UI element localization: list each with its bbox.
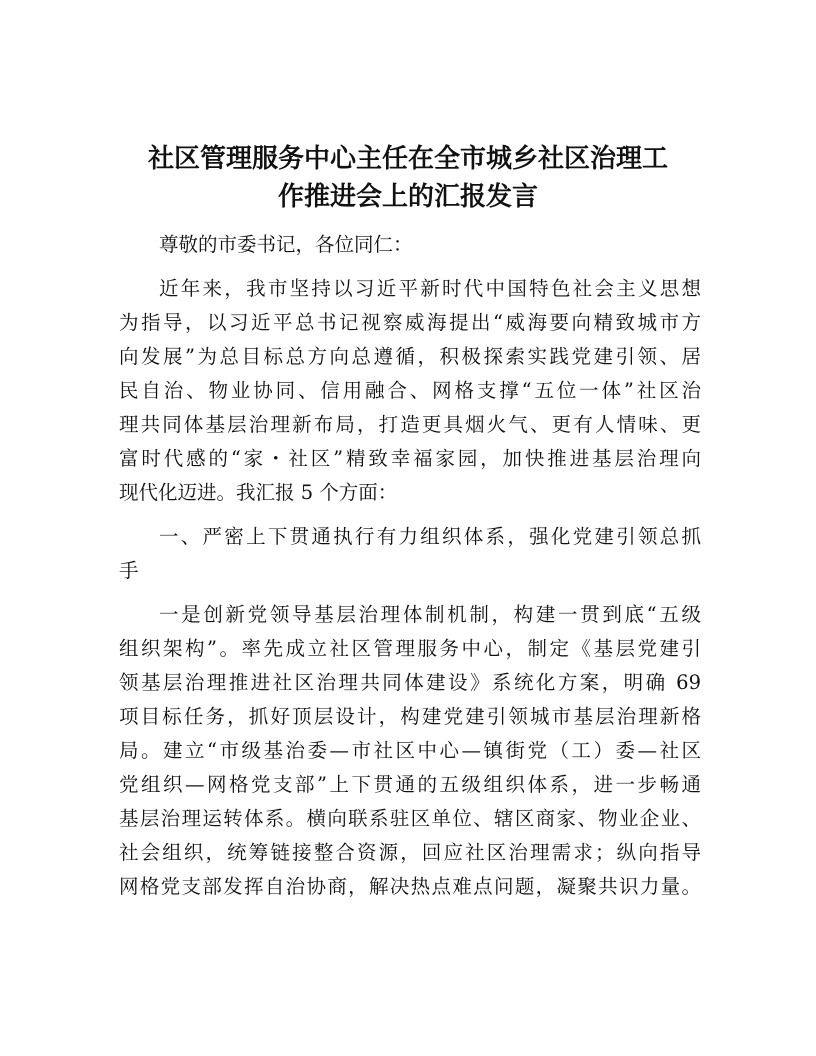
heading-line: 一、严密上下贯通执行有力组织体系，强化党建引领总抓 — [159, 525, 701, 548]
section-heading-1 — [119, 520, 701, 588]
paragraph-line: 项目标任务，抓好顶层设计，构建党建引领城市基层治理新格 — [119, 705, 701, 728]
title-line: 社区管理服务中心主任在全市城乡社区治理工 — [147, 144, 668, 174]
paragraph-line: 一是创新党领导基层治理体制机制，构建一贯到底“五级 — [159, 603, 701, 626]
title-line: 作推进会上的汇报发言 — [277, 182, 538, 212]
paragraph-line: 为指导，以习近平总书记视察威海提出“威海要向精致城市方 — [119, 311, 701, 334]
paragraph-line: 近年来，我市坚持以习近平新时代中国特色社会主义思想 — [159, 277, 701, 300]
paragraph-line: 组织架构”。率先成立社区管理服务中心，制定《基层党建引 — [119, 637, 701, 660]
paragraph-line: 向发展”为总目标总方向总遵循，积极探索实践党建引领、居 — [119, 345, 701, 368]
paragraph-section-1 — [119, 598, 701, 904]
paragraph-line: 现代化迈进。我汇报 5 个方面： — [119, 481, 398, 504]
document-body — [119, 228, 701, 904]
salutation — [119, 228, 701, 262]
paragraph-line: 局。建立“市级基治委—市社区中心—镇街党（工）委—社区 — [119, 739, 701, 762]
salutation-text: 尊敬的市委书记，各位同仁： — [159, 233, 413, 256]
paragraph-line: 党组织—网格党支部”上下贯通的五级组织体系，进一步畅通 — [119, 773, 701, 796]
paragraph-intro — [119, 272, 701, 510]
paragraph-line: 领基层治理推进社区治理共同体建设》系统化方案，明确 69 — [119, 671, 701, 694]
paragraph-line: 网格党支部发挥自治协商，解决热点难点问题，凝聚共识力量。 — [119, 875, 701, 898]
document-title — [100, 140, 716, 216]
paragraph-line: 基层治理运转体系。横向联系驻区单位、辖区商家、物业企业、 — [119, 807, 701, 830]
paragraph-line: 民自治、物业协同、信用融合、网格支撑“五位一体”社区治 — [119, 379, 701, 402]
paragraph-line: 富时代感的“家・社区”精致幸福家园，加快推进基层治理向 — [119, 447, 701, 470]
heading-line: 手 — [119, 559, 139, 582]
paragraph-line: 社会组织，统筹链接整合资源，回应社区治理需求；纵向指导 — [119, 841, 701, 864]
paragraph-line: 理共同体基层治理新布局，打造更具烟火气、更有人情味、更 — [119, 413, 701, 436]
